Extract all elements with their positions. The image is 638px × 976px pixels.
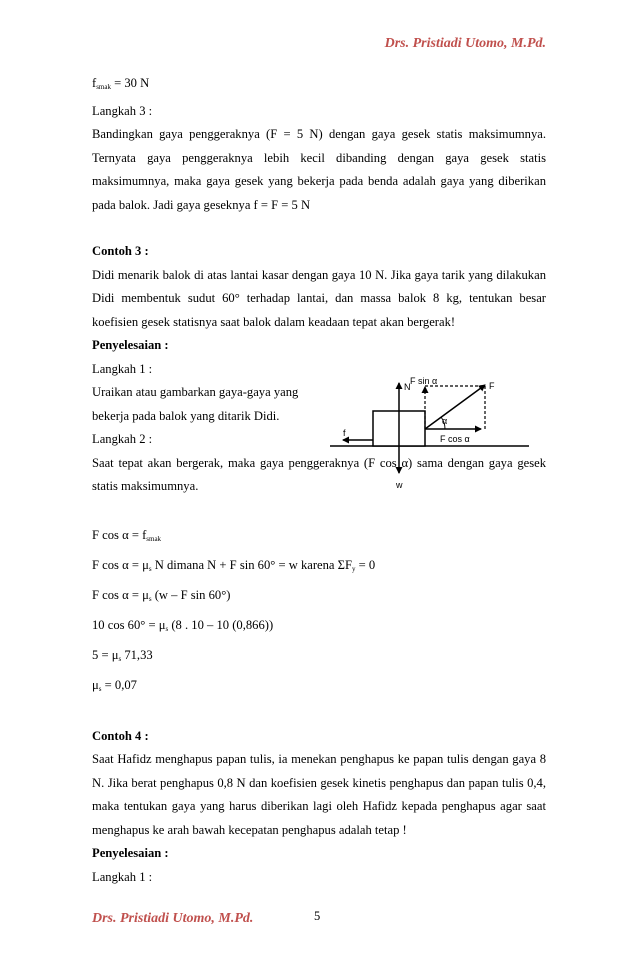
eq1-main: F cos α = f bbox=[92, 527, 147, 542]
equation-5 bbox=[92, 642, 546, 672]
step3-text: Bandingkan gaya penggeraknya (F = 5 N) dengan gaya gesek statis maksimumnya. Ternyata gaya penggeraknya lebih kecil dibanding dengan gaya gesek statis maksimumnya, maka gaya gesek yang bekerja pada benda adalah gaya yang diberikan pada balok. Jadi gaya geseknya f = F = 5 N bbox=[92, 127, 546, 212]
eq2-sub2: y bbox=[352, 564, 356, 573]
equation-2 bbox=[92, 552, 546, 582]
label-alpha: α bbox=[442, 416, 448, 426]
eq4-main: 10 cos 60° = μ bbox=[92, 617, 166, 632]
eq6-main: μ bbox=[92, 677, 99, 692]
contoh3-problem: Didi menarik balok di atas lantai kasar dengan gaya 10 N. Jika gaya tarik yang dilakukan Didi membentuk sudut 60° terhadap lantai, dan massa balok 8 kg, tentukan besar koefisien gesek statisnya saat balok dalam keadaan tepat akan bergerak! bbox=[92, 267, 546, 329]
contoh4-title: Contoh 4 : bbox=[92, 728, 149, 743]
label-f-big: F bbox=[489, 381, 495, 391]
spacer bbox=[92, 217, 546, 240]
force-diagram bbox=[324, 377, 534, 502]
contoh3-step2-text: Saat tepat akan bergerak, maka gaya penggeraknya (F cos α) sama dengan gaya gesek statis maksimumnya. bbox=[92, 455, 546, 493]
contoh3-solution-title: Penyelesaian : bbox=[92, 338, 169, 352]
eq2-sub: s bbox=[148, 564, 152, 573]
fsmak-value: = 30 N bbox=[110, 76, 150, 90]
equation-1 bbox=[92, 522, 546, 552]
eq5-sub: s bbox=[118, 654, 122, 663]
label-n: N bbox=[404, 382, 411, 392]
eq5-main: 5 = μ bbox=[92, 647, 119, 662]
label-fcos: F cos α bbox=[440, 434, 470, 444]
footer-author: Drs. Pristiadi Utomo, M.Pd. bbox=[92, 911, 254, 926]
contoh4-step1-title: Langkah 1 : bbox=[92, 869, 153, 884]
eq4-sub: s bbox=[165, 624, 169, 633]
contoh4-problem: Saat Hafidz menghapus papan tulis, ia menekan penghapus ke papan tulis dengan gaya 8 N. Jika berat penghapus 0,8 N dan koefisien gesek kinetis penghapus dan papan tulis 0,4, maka tentukan gaya yang harus diberikan lagi oleh Hafidz kepada penghapus agar saat menghapus ke arah bawah kecepatan penghapus adalah tetap ! bbox=[92, 752, 546, 837]
label-w: w bbox=[396, 480, 403, 490]
contoh4-solution-title: Penyelesaian : bbox=[92, 846, 169, 860]
eq3-main: F cos α = μ bbox=[92, 587, 149, 602]
label-fsin: F sin α bbox=[410, 377, 438, 386]
page-content bbox=[92, 72, 546, 889]
equation-4 bbox=[92, 612, 546, 642]
contoh3-title: Contoh 3 : bbox=[92, 244, 149, 258]
step3-title: Langkah 3 : bbox=[92, 103, 153, 118]
contoh3-step1-title: Langkah 1 : bbox=[92, 361, 153, 376]
page-number: 5 bbox=[314, 909, 321, 923]
eq5-rest: 71,33 bbox=[121, 647, 153, 662]
spacer bbox=[92, 702, 546, 725]
fsmak-symbol: f bbox=[92, 76, 97, 90]
contoh3-step2-title: Langkah 2 : bbox=[92, 432, 153, 446]
header-author: Drs. Pristiadi Utomo, M.Pd. bbox=[384, 36, 546, 51]
equation-3 bbox=[92, 582, 546, 612]
eq3-sub: s bbox=[148, 594, 152, 603]
eq1-sub: smak bbox=[146, 534, 162, 543]
eq3-rest: (w – F sin 60°) bbox=[151, 587, 231, 602]
step1-line2: bekerja pada balok yang ditarik Didi. bbox=[92, 408, 280, 423]
fsmak-subscript: smak bbox=[96, 83, 111, 91]
applied-force-arrow bbox=[425, 385, 485, 429]
step1-line1: Uraikan atau gambarkan gaya-gaya yang bbox=[92, 385, 299, 399]
label-f-small: f bbox=[343, 428, 346, 438]
eq2-main: F cos α = μ bbox=[92, 557, 149, 572]
fsmak-result bbox=[92, 72, 546, 100]
eq4-rest: (8 . 10 – 10 (0,866)) bbox=[168, 617, 274, 632]
eq6-sub: s bbox=[98, 684, 102, 693]
eq6-rest: = 0,07 bbox=[101, 677, 137, 692]
eq2-rest: N dimana N + F sin 60° = w karena ΣF bbox=[151, 557, 352, 572]
eq2-end: = 0 bbox=[355, 557, 376, 572]
equation-6 bbox=[92, 672, 546, 702]
